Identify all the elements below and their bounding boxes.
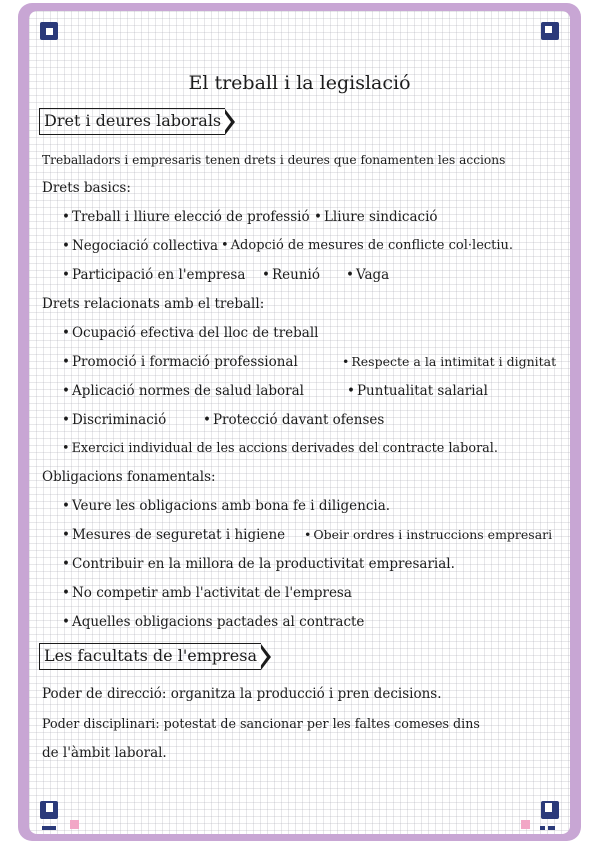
- section-heading-arrow: [261, 644, 271, 670]
- list-item: • Puntualitat salarial: [347, 381, 488, 401]
- page-title: El treball i la legislació: [188, 72, 411, 94]
- section-heading-rights: [39, 108, 235, 135]
- section-heading-label: Dret i deures laborals: [39, 108, 225, 135]
- list-item: • Protecció davant ofenses: [203, 410, 384, 430]
- list-item: • Exercici individual de les accions derivades del contracte laboral.: [62, 439, 498, 459]
- pink-mark-left: [70, 820, 79, 829]
- dash-mark-right-2: [548, 826, 555, 830]
- intro-line: Treballadors i empresaris tenen drets i deures que fonamenten les accions: [42, 153, 506, 167]
- list-item: • Participació en l'empresa: [62, 265, 245, 285]
- list-item: • Lliure sindicació: [314, 207, 438, 227]
- disciplinary-power-line-cont: de l'àmbit laboral.: [42, 745, 167, 761]
- work-rights-heading: Drets relacionats amb el treball:: [42, 296, 265, 312]
- list-item: • Obeir ordres i instruccions empresari: [304, 525, 552, 545]
- list-item: • Promoció i formació professional: [62, 352, 298, 372]
- list-item: • Respecte a la intimitat i dignitat: [342, 352, 556, 372]
- disciplinary-power-line: Poder disciplinari: potestat de sancionar per les faltes comeses dins: [42, 716, 480, 731]
- dash-mark-left: [42, 826, 56, 830]
- list-item: • Contribuir en la millora de la productivitat empresarial.: [62, 554, 455, 574]
- section-heading-label: Les facultats de l'empresa: [39, 643, 261, 670]
- obligations-heading: Obligacions fonamentals:: [42, 469, 216, 485]
- dash-mark-right: [540, 826, 545, 830]
- corner-mark-top-left: [40, 22, 58, 40]
- list-item: • Adopció de mesures de conflicte col·lectiu.: [221, 236, 513, 256]
- list-item: • Treball i lliure elecció de professió: [62, 207, 310, 227]
- section-heading-arrow: [225, 109, 235, 135]
- direction-power-line: Poder de direcció: organitza la producció i pren decisions.: [42, 686, 442, 702]
- list-item: • Reunió: [262, 265, 320, 285]
- corner-mark-bottom-left: [40, 801, 58, 819]
- list-item: • Discriminació: [62, 410, 166, 430]
- pink-mark-right: [521, 820, 530, 829]
- corner-mark-bottom-right: [541, 801, 559, 819]
- list-item: • Aplicació normes de salud laboral: [62, 381, 304, 401]
- corner-mark-top-right: [541, 22, 559, 40]
- list-item: • Aquelles obligacions pactades al contracte: [62, 612, 364, 632]
- list-item: • Veure les obligacions amb bona fe i diligencia.: [62, 496, 390, 516]
- list-item: • Negociació collectiva: [62, 236, 218, 256]
- list-item: • Vaga: [346, 265, 389, 285]
- list-item: • Mesures de seguretat i higiene: [62, 525, 285, 545]
- list-item: • Ocupació efectiva del lloc de treball: [62, 323, 319, 343]
- section-heading-company: [39, 643, 271, 670]
- basic-rights-heading: Drets basics:: [42, 180, 131, 196]
- list-item: • No competir amb l'activitat de l'empresa: [62, 583, 352, 603]
